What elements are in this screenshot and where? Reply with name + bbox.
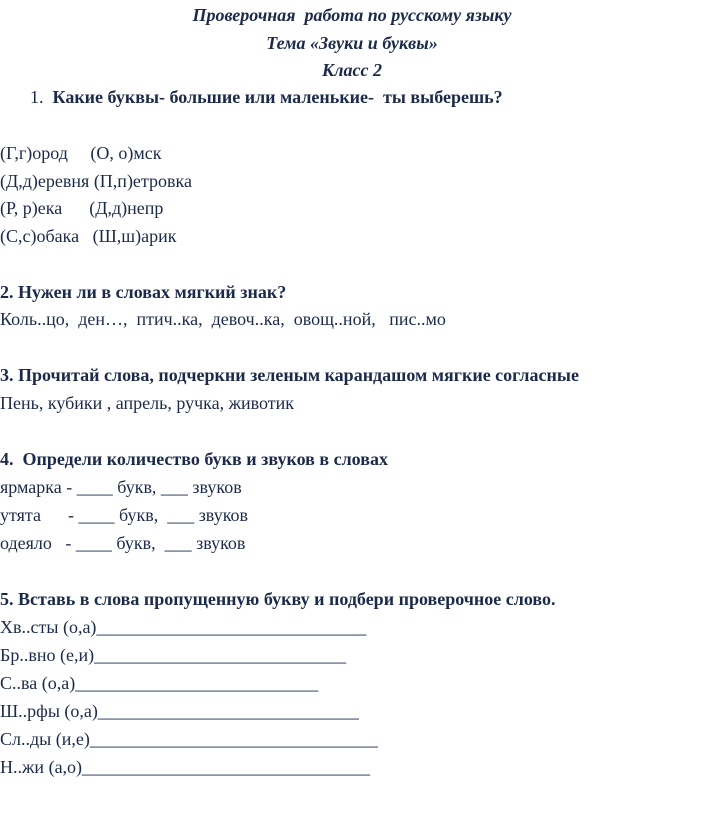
task1-question: Какие буквы- большие или маленькие- ты выберешь? — [52, 87, 503, 107]
task4-question: 4. Определи количество букв и звуков в словах — [0, 449, 388, 469]
task1-line: (С,с)обака (Ш,ш)арик — [0, 226, 177, 246]
task1-number: 1. — [30, 87, 44, 107]
task5-line: Бр..вно (е,и)____________________________ — [0, 645, 347, 665]
grade-title: Класс 2 — [322, 60, 382, 80]
task3-question: 3. Прочитай слова, подчеркни зеленым карандашом мягкие согласные — [0, 365, 579, 385]
task1-line: (Г,г)ород (О, о)мск — [0, 143, 162, 163]
topic-title: Тема «Звуки и буквы» — [266, 33, 438, 53]
page-title: Проверочная работа по русскому языку — [192, 5, 512, 25]
task4-line: утята - ____ букв, ___ звуков — [0, 505, 249, 525]
task2-question: 2. Нужен ли в словах мягкий знак? — [0, 282, 287, 302]
task5-line: Н..жи (а,о)________________________________ — [0, 757, 371, 777]
task5-question: 5. Вставь в слова пропущенную букву и подбери проверочное слово. — [0, 589, 556, 609]
task1-heading — [30, 86, 503, 108]
task3-line: Пень, кубики , апрель, ручка, животик — [0, 393, 295, 413]
task4-line: одеяло - ____ букв, ___ звуков — [0, 533, 246, 553]
task1-line: (Р, р)ека (Д,д)непр — [0, 198, 164, 218]
task1-line: (Д,д)еревня (П,п)етровка — [0, 171, 192, 191]
task5-line: Хв..сты (о,а)______________________________ — [0, 617, 367, 637]
task4-line: ярмарка - ____ букв, ___ звуков — [0, 477, 242, 497]
task5-line: Ш..рфы (о,а)_____________________________ — [0, 701, 359, 721]
task5-line: С..ва (о,а)___________________________ — [0, 673, 319, 693]
task5-line: Сл..ды (и,е)________________________________ — [0, 729, 378, 749]
task2-line: Коль..цо, ден…, птич..ка, девоч..ка, овощ..ной, пис..мо — [0, 309, 446, 329]
